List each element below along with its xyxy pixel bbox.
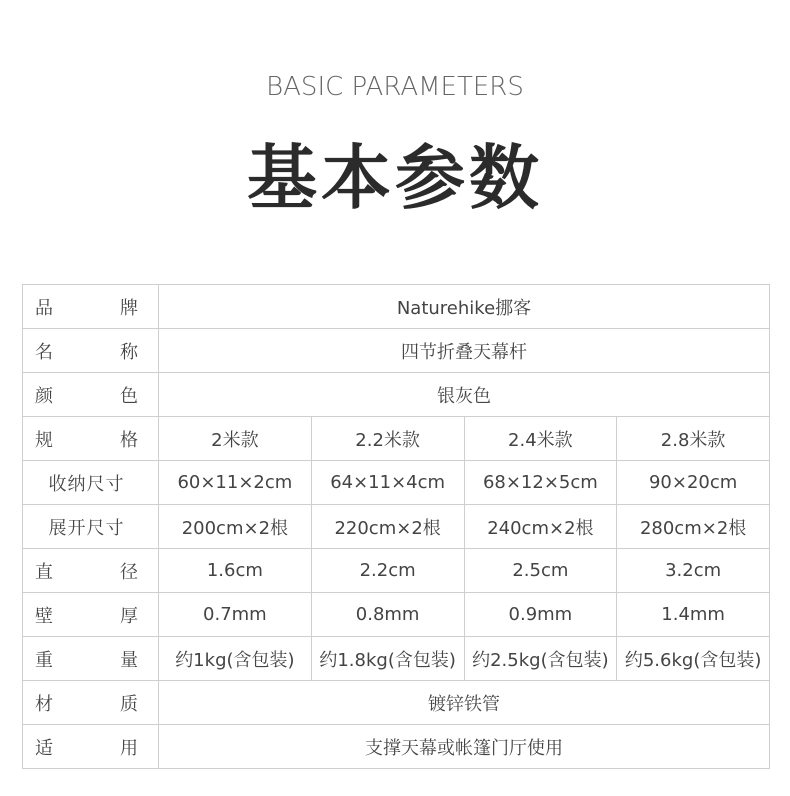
unfolded-size-value: 220cm×2根	[311, 505, 464, 549]
packed-size-value: 90×20cm	[617, 461, 770, 505]
row-label: 收纳尺寸	[23, 461, 159, 505]
row-label: 规 格	[23, 417, 159, 461]
packed-size-value: 64×11×4cm	[311, 461, 464, 505]
spec-value: 2.4米款	[464, 417, 617, 461]
row-label: 适 用	[23, 725, 159, 769]
row-label: 材 质	[23, 681, 159, 725]
weight-value: 约2.5kg(含包装)	[464, 637, 617, 681]
row-brand	[23, 285, 770, 329]
row-spec	[23, 417, 770, 461]
diameter-value: 1.6cm	[159, 549, 312, 593]
weight-value: 约1kg(含包装)	[159, 637, 312, 681]
unfolded-size-value: 200cm×2根	[159, 505, 312, 549]
row-packed-size	[23, 461, 770, 505]
row-label: 展开尺寸	[23, 505, 159, 549]
section-title: 基本参数	[247, 137, 543, 219]
section-subtitle: BASIC PARAMETERS	[266, 72, 524, 102]
spec-value: 2.2米款	[311, 417, 464, 461]
row-label: 名 称	[23, 329, 159, 373]
row-label: 直 径	[23, 549, 159, 593]
row-material	[23, 681, 770, 725]
usage-value: 支撑天幕或帐篷门厅使用	[159, 725, 770, 769]
name-value: 四节折叠天幕杆	[159, 329, 770, 373]
spec-value: 2米款	[159, 417, 312, 461]
row-label: 重 量	[23, 637, 159, 681]
packed-size-value: 68×12×5cm	[464, 461, 617, 505]
spec-value: 2.8米款	[617, 417, 770, 461]
wall-thickness-value: 0.8mm	[311, 593, 464, 637]
parameters-table	[22, 284, 770, 769]
brand-value: Naturehike挪客	[159, 285, 770, 329]
wall-thickness-value: 0.9mm	[464, 593, 617, 637]
wall-thickness-value: 0.7mm	[159, 593, 312, 637]
row-usage	[23, 725, 770, 769]
weight-value: 约1.8kg(含包装)	[311, 637, 464, 681]
row-weight	[23, 637, 770, 681]
unfolded-size-value: 240cm×2根	[464, 505, 617, 549]
packed-size-value: 60×11×2cm	[159, 461, 312, 505]
row-label: 壁 厚	[23, 593, 159, 637]
diameter-value: 3.2cm	[617, 549, 770, 593]
diameter-value: 2.2cm	[311, 549, 464, 593]
row-color	[23, 373, 770, 417]
color-value: 银灰色	[159, 373, 770, 417]
row-label: 颜 色	[23, 373, 159, 417]
row-name	[23, 329, 770, 373]
row-label: 品 牌	[23, 285, 159, 329]
material-value: 镀锌铁管	[159, 681, 770, 725]
row-wall-thickness	[23, 593, 770, 637]
weight-value: 约5.6kg(含包装)	[617, 637, 770, 681]
unfolded-size-value: 280cm×2根	[617, 505, 770, 549]
diameter-value: 2.5cm	[464, 549, 617, 593]
row-unfolded-size	[23, 505, 770, 549]
row-diameter	[23, 549, 770, 593]
wall-thickness-value: 1.4mm	[617, 593, 770, 637]
